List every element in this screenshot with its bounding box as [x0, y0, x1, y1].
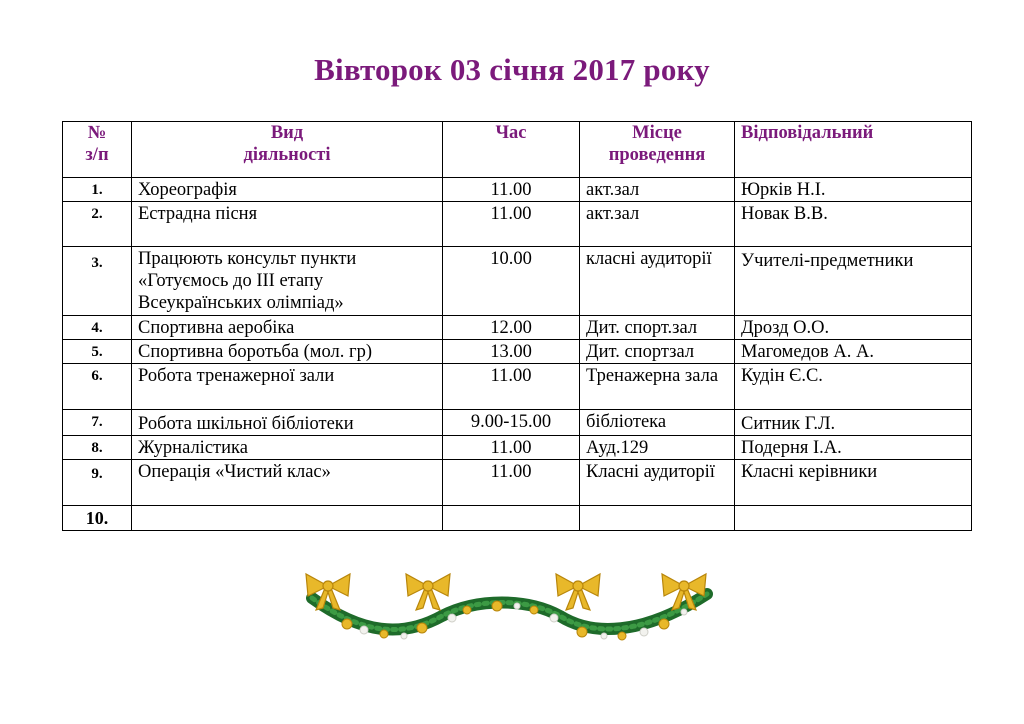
- header-responsible: Відповідальний: [735, 122, 972, 178]
- row-time: 9.00-15.00: [443, 410, 580, 436]
- row-place: Тренажерна зала: [580, 364, 735, 410]
- table-row: [63, 247, 972, 316]
- table-row: [63, 410, 972, 436]
- table-row: [63, 506, 972, 531]
- row-time: 11.00: [443, 436, 580, 460]
- schedule-table: [62, 121, 972, 531]
- table-row: [63, 340, 972, 364]
- header-row: [63, 122, 972, 178]
- header-number: № з/п: [63, 122, 132, 178]
- row-responsible: [735, 506, 972, 531]
- row-time: 10.00: [443, 247, 580, 316]
- row-number: 4.: [63, 316, 132, 340]
- row-place: акт.зал: [580, 178, 735, 202]
- row-number: 6.: [63, 364, 132, 410]
- row-responsible: Новак В.В.: [735, 202, 972, 247]
- row-responsible: Магомедов А. А.: [735, 340, 972, 364]
- row-time: [443, 506, 580, 531]
- row-activity: Робота шкільної бібліотеки: [132, 410, 443, 436]
- row-responsible: Класні керівники: [735, 460, 972, 506]
- row-responsible: Дрозд О.О.: [735, 316, 972, 340]
- row-time: 11.00: [443, 364, 580, 410]
- row-activity: Спортивна аеробіка: [132, 316, 443, 340]
- row-time: 12.00: [443, 316, 580, 340]
- table-row: [63, 178, 972, 202]
- row-activity: [132, 506, 443, 531]
- table-row: [63, 436, 972, 460]
- row-place: Дит. спорт.зал: [580, 316, 735, 340]
- row-number: 3.: [63, 247, 132, 316]
- table-row: [63, 460, 972, 506]
- table-row: [63, 316, 972, 340]
- header-place: Місце проведення: [580, 122, 735, 178]
- row-responsible: Учителі-предметники: [735, 247, 972, 316]
- row-number: 1.: [63, 178, 132, 202]
- table-row: [63, 364, 972, 410]
- row-activity: Хореографія: [132, 178, 443, 202]
- row-number: 8.: [63, 436, 132, 460]
- header-time: Час: [443, 122, 580, 178]
- row-time: 11.00: [443, 202, 580, 247]
- row-activity: Працюють консульт пункти «Готуємось до ІІІ етапу Всеукраїнських олімпіад»: [132, 247, 443, 316]
- row-activity: Операція «Чистий клас»: [132, 460, 443, 506]
- row-time: 11.00: [443, 178, 580, 202]
- row-activity: Естрадна пісня: [132, 202, 443, 247]
- row-place: Дит. спортзал: [580, 340, 735, 364]
- row-time: 11.00: [443, 460, 580, 506]
- row-number: 5.: [63, 340, 132, 364]
- page-title: Вівторок 03 січня 2017 року: [314, 52, 710, 87]
- christmas-garland-icon: [292, 566, 722, 650]
- row-place: бібліотека: [580, 410, 735, 436]
- table-row: [63, 202, 972, 247]
- row-place: [580, 506, 735, 531]
- row-number: 9.: [63, 460, 132, 506]
- row-responsible: Ситник Г.Л.: [735, 410, 972, 436]
- row-activity: Журналістика: [132, 436, 443, 460]
- row-activity: Спортивна боротьба (мол. гр): [132, 340, 443, 364]
- row-place: класні аудиторії: [580, 247, 735, 316]
- row-number: 2.: [63, 202, 132, 247]
- row-responsible: Юрків Н.І.: [735, 178, 972, 202]
- row-responsible: Кудін Є.С.: [735, 364, 972, 410]
- row-number: 10.: [63, 506, 132, 531]
- row-activity: Робота тренажерної зали: [132, 364, 443, 410]
- row-place: Ауд.129: [580, 436, 735, 460]
- row-time: 13.00: [443, 340, 580, 364]
- row-place: акт.зал: [580, 202, 735, 247]
- bow-icon: [556, 574, 600, 610]
- row-number: 7.: [63, 410, 132, 436]
- header-activity: Вид діяльності: [132, 122, 443, 178]
- row-responsible: Подерня І.А.: [735, 436, 972, 460]
- row-place: Класні аудиторії: [580, 460, 735, 506]
- bow-icon: [406, 574, 450, 610]
